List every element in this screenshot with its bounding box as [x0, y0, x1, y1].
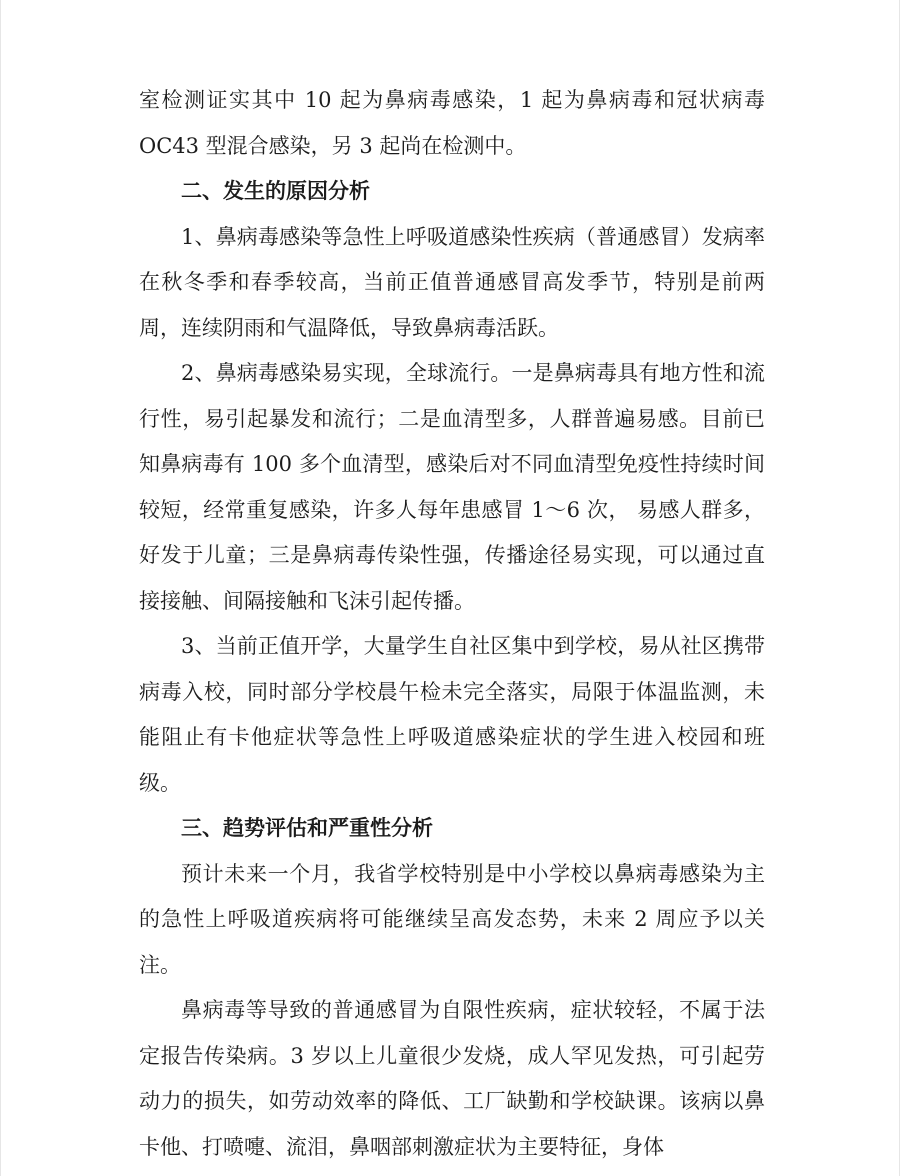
paragraph-cause-1: 1、鼻病毒感染等急性上呼吸道感染性疾病（普通感冒）发病率在秋冬季和春季较高，当前正值普通感冒高发季节，特别是前两周，连续阴雨和气温降低，导致鼻病毒活跃。: [139, 224, 765, 340]
document-body: [139, 78, 765, 1170]
paragraph-trend-forecast: 预计未来一个月，我省学校特别是中小学校以鼻病毒感染为主的急性上呼吸道疾病将可能继续呈高发态势，未来 2 周应予以关注。: [139, 861, 765, 977]
paragraph-continuation: 室检测证实其中 10 起为鼻病毒感染，1 起为鼻病毒和冠状病毒 OC43 型混合感染，另 3 起尚在检测中。: [139, 88, 765, 158]
paragraph-severity: 鼻病毒等导致的普通感冒为自限性疾病，症状较轻，不属于法定报告传染病。3 岁以上儿童很少发烧，成人罕见发热，可引起劳动力的损失，如劳动效率的降低、工厂缺勤和学校缺课。该病以鼻卡他、打喷嚏、流泪，鼻咽部刺激症状为主要特征，身体: [139, 998, 765, 1159]
paragraph-cause-2: 2、鼻病毒感染易实现，全球流行。一是鼻病毒具有地方性和流行性，易引起暴发和流行；二是血清型多，人群普遍易感。目前已知鼻病毒有 100 多个血清型，感染后对不同血清型免疫性持续时间较短，经常重复感染，许多人每年患感冒 1～6 次， 易感人群多，好发于儿童；三是鼻病毒传染性强，传播途径易实现，可以通过直接接触、间隔接触和飞沫引起传播。: [139, 361, 765, 613]
section-heading-trend: 三、趋势评估和严重性分析: [181, 816, 433, 840]
section-heading-causes: 二、发生的原因分析: [181, 179, 370, 203]
paragraph-cause-3: 3、当前正值开学，大量学生自社区集中到学校，易从社区携带病毒入校，同时部分学校晨午检未完全落实，局限于体温监测，未能阻止有卡他症状等急性上呼吸道感染症状的学生进入校园和班级。: [139, 634, 765, 795]
